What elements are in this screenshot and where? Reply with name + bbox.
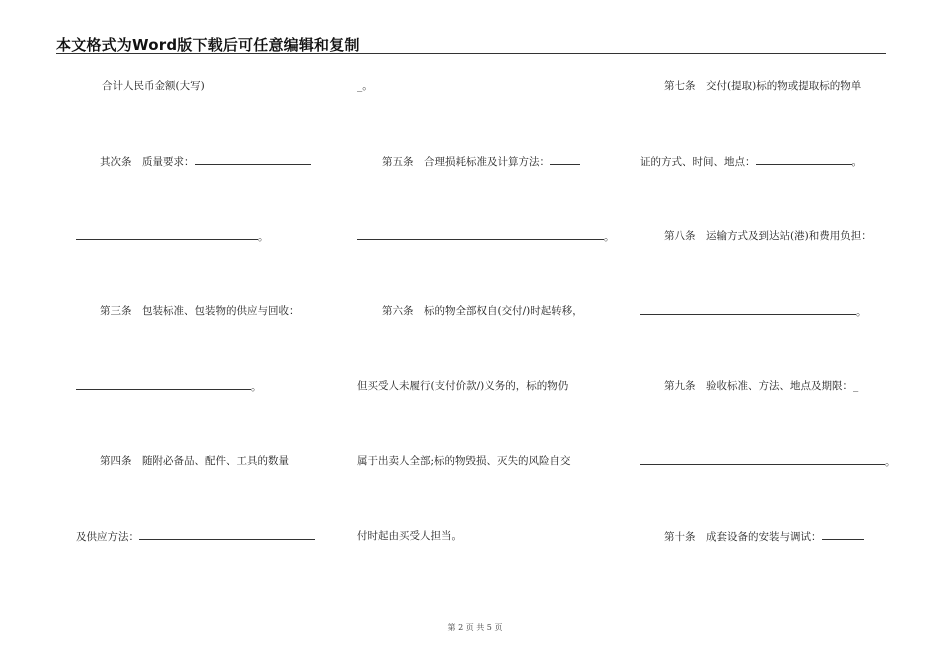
col3-line-installation bbox=[664, 529, 864, 544]
col3-line-inspection-cont bbox=[640, 454, 896, 469]
col3-line7-text: 第十条 成套设备的安装与调试： bbox=[664, 531, 822, 543]
page-number: 第 2 页 共 5 页 bbox=[447, 623, 503, 632]
col1-line-packaging bbox=[100, 304, 300, 318]
col3-line-inspection bbox=[664, 379, 858, 393]
transport-blank bbox=[640, 304, 856, 315]
col1-line-quality-cont bbox=[76, 229, 269, 244]
supply-method-blank bbox=[139, 529, 315, 540]
col2-line4-text: 第六条 标的物全部权自(交付/)时起转移， bbox=[382, 305, 583, 317]
delivery-blank bbox=[756, 154, 852, 165]
col3-line3-text: 第八条 运输方式及到达站(港)和费用负担： bbox=[664, 230, 872, 242]
col2-line7-text: 付时起由买受人担当。 bbox=[357, 530, 462, 542]
col3-line-delivery bbox=[664, 79, 861, 93]
col1-line2-text: 其次条 质量要求： bbox=[100, 156, 195, 168]
inspection-blank bbox=[640, 454, 885, 465]
col2-line-loss bbox=[382, 154, 580, 169]
col2-line-loss-cont bbox=[357, 229, 615, 244]
loss-blank-2 bbox=[357, 229, 604, 240]
col2-line-ownership bbox=[382, 304, 583, 318]
col2-line1-text: _。 bbox=[357, 80, 373, 92]
col3-line4-end: 。 bbox=[856, 306, 867, 318]
col1-line-supply-method bbox=[76, 529, 315, 544]
col1-line4-text: 第三条 包装标准、包装物的供应与回收： bbox=[100, 305, 300, 317]
col1-line-quality bbox=[100, 154, 311, 169]
col1-line7-text: 及供应方法： bbox=[76, 531, 139, 543]
col2-line-cont bbox=[357, 79, 373, 93]
packaging-blank bbox=[76, 379, 251, 390]
quality-blank bbox=[195, 154, 311, 165]
loss-blank bbox=[550, 154, 580, 165]
installation-blank bbox=[822, 529, 864, 540]
col1-line-total-amount bbox=[102, 79, 205, 93]
col3-line2-end: 。 bbox=[851, 156, 862, 168]
col3-line6-end: 。 bbox=[885, 456, 896, 468]
col3-line2-text: 证的方式、时间、地点： bbox=[640, 156, 756, 168]
col3-line5-text: 第九条 验收标准、方法、地点及期限：_ bbox=[664, 380, 859, 392]
col1-line-packaging-cont bbox=[76, 379, 262, 394]
col1-line3-end: 。 bbox=[258, 231, 269, 243]
col2-line3-end: 。 bbox=[604, 231, 615, 243]
col1-line1-text: 合计人民币金额(大写) bbox=[102, 80, 205, 92]
col2-line2-text: 第五条 合理损耗标准及计算方法： bbox=[382, 156, 550, 168]
col2-line5-text: 但买受人未履行(支付价款/)义务的，标的物仍 bbox=[357, 380, 569, 392]
col1-line5-end: 。 bbox=[251, 381, 262, 393]
col3-line-delivery-cont bbox=[640, 154, 862, 169]
col2-line6-text: 属于出卖人全部;标的物毁损、灭失的风险自交 bbox=[357, 455, 571, 467]
col1-line6-text: 第四条 随附必备品、配件、工具的数量 bbox=[100, 455, 289, 467]
header-divider bbox=[56, 53, 886, 54]
col2-line-ownership-2 bbox=[357, 379, 568, 393]
col3-line-transport-cont bbox=[640, 304, 867, 319]
col1-line-accessories bbox=[100, 454, 289, 468]
col2-line-ownership-3 bbox=[357, 454, 571, 468]
col3-line-transport bbox=[664, 229, 872, 243]
document-header-title: 本文格式为Word版下载后可任意编辑和复制 bbox=[56, 36, 360, 54]
col2-line-ownership-4 bbox=[357, 529, 462, 543]
col3-line1-text: 第七条 交付(提取)标的物或提取标的物单 bbox=[664, 80, 862, 92]
quality-blank-2 bbox=[76, 229, 258, 240]
